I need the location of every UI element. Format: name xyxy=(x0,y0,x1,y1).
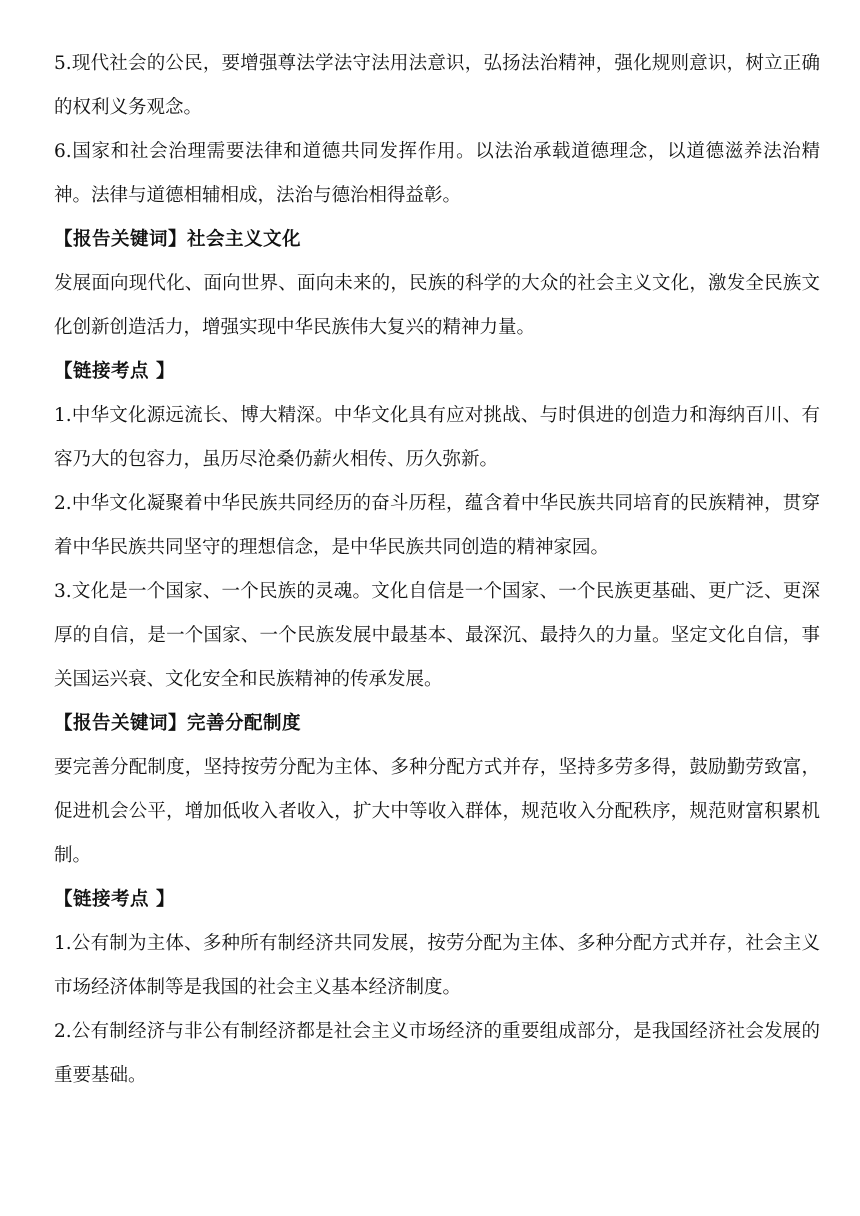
paragraph-distribution-summary: 要完善分配制度，坚持按劳分配为主体、多种分配方式并存，坚持多劳多得，鼓励勤劳致富，促进机会公平，增加低收入者收入，扩大中等收入群体，规范收入分配秩序，规范财富积累机制。 xyxy=(54,757,820,866)
paragraph-distribution-point-2: 2.公有制经济与非公有制经济都是社会主义市场经济的重要组成部分，是我国经济社会发展的重要基础。 xyxy=(54,1021,820,1086)
paragraph-culture-point-3: 3.文化是一个国家、一个民族的灵魂。文化自信是一个国家、一个民族更基础、更广泛、更深厚的自信，是一个国家、一个民族发展中最基本、最深沉、最持久的力量。坚定文化自信，事关国运兴衰、文化安全和民族精神的传承发展。 xyxy=(54,581,820,690)
section-heading-culture: 【报告关键词】社会主义文化 xyxy=(54,229,302,250)
section-heading-distribution: 【报告关键词】完善分配制度 xyxy=(54,713,302,734)
paragraph-culture-point-2: 2.中华文化凝聚着中华民族共同经历的奋斗历程，蕴含着中华民族共同培育的民族精神，贯穿着中华民族共同坚守的理想信念，是中华民族共同创造的精神家园。 xyxy=(54,493,820,558)
section-heading-exam-points: 【链接考点 】 xyxy=(54,361,175,382)
paragraph-culture-summary: 发展面向现代化、面向世界、面向未来的，民族的科学的大众的社会主义文化，激发全民族文化创新创造活力，增强实现中华民族伟大复兴的精神力量。 xyxy=(54,273,820,338)
paragraph-culture-point-1: 1.中华文化源远流长、博大精深。中华文化具有应对挑战、与时俱进的创造力和海纳百川、有容乃大的包容力，虽历尽沧桑仍薪火相传、历久弥新。 xyxy=(54,405,820,470)
section-heading-exam-points-2: 【链接考点 】 xyxy=(54,889,175,910)
paragraph-point-5: 5.现代社会的公民，要增强尊法学法守法用法意识，弘扬法治精神，强化规则意识，树立正确的权利义务观念。 xyxy=(54,53,820,118)
paragraph-point-6: 6.国家和社会治理需要法律和道德共同发挥作用。以法治承载道德理念，以道德滋养法治精神。法律与道德相辅相成，法治与德治相得益彰。 xyxy=(54,141,820,206)
paragraph-distribution-point-1: 1.公有制为主体、多种所有制经济共同发展，按劳分配为主体、多种分配方式并存，社会主义市场经济体制等是我国的社会主义基本经济制度。 xyxy=(54,933,820,998)
